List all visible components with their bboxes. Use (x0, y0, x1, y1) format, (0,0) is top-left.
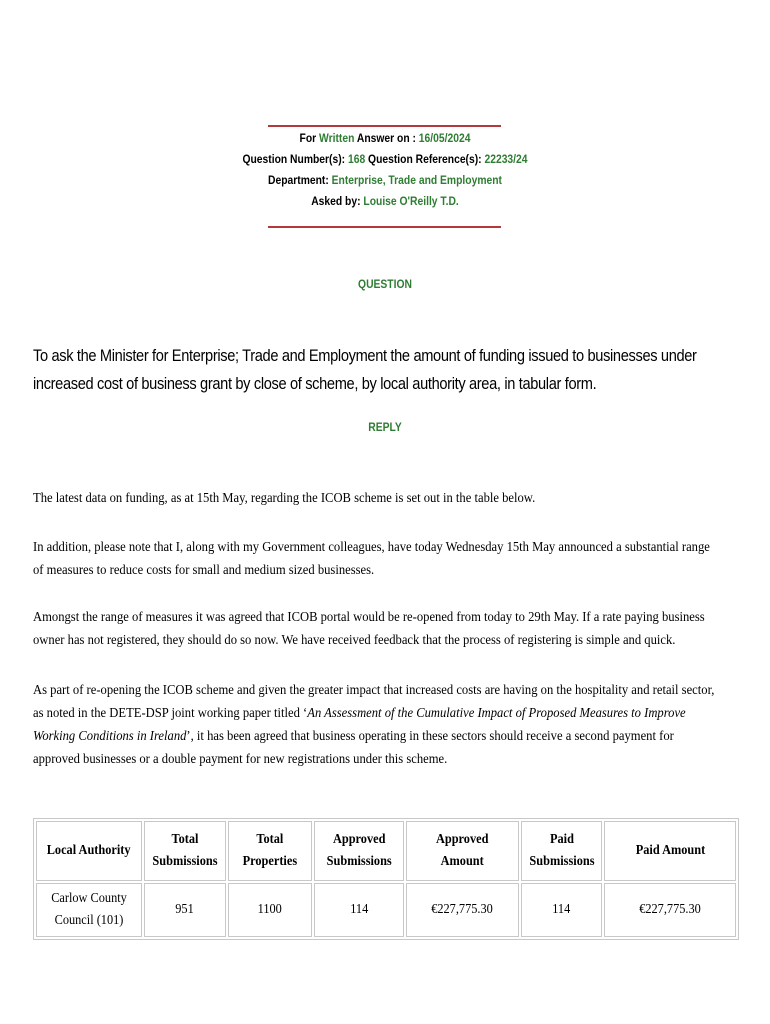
answer-date: 16/05/2024 (418, 131, 471, 145)
table-cell: 114 (521, 883, 603, 937)
header-bottom-rule (268, 226, 501, 228)
answer-date-line: For Written Answer on : 16/05/2024 (299, 131, 471, 145)
asked-by-line: Asked by: Louise O'Reilly T.D. (311, 194, 459, 208)
funding-table (33, 818, 739, 940)
table-cell: 951 (144, 883, 226, 937)
table-cell: Carlow County Council (101) (36, 883, 142, 937)
reply-paragraph: In addition, please note that I, along with my Government colleagues, have today Wednesday 15th May announced a substantial range of measures to reduce costs for small and medium sized businesses. (33, 540, 710, 578)
table-cell: 114 (314, 883, 404, 937)
question-reference: 22233/24 (484, 152, 528, 166)
reply-paragraph: Amongst the range of measures it was agreed that ICOB portal would be re-opened from today to 29th May. If a rate paying business owner has not registered, they should do so now. We have received feedback that the process of registering is simple and quick. (33, 610, 705, 648)
table-row (36, 883, 736, 937)
column-header: Paid Submissions (521, 821, 603, 881)
column-header: Approved Submissions (314, 821, 404, 881)
column-header: Total Submissions (144, 821, 226, 881)
reply-label: REPLY (368, 420, 402, 434)
table-cell: 1100 (228, 883, 312, 937)
written-word: Written (319, 131, 355, 145)
column-header: Local Authority (36, 821, 142, 881)
reply-paragraph: As part of re-opening the ICOB scheme and given the greater impact that increased costs are having on the hospitality and retail sector, as noted in the DETE-DSP joint working paper titled ‘An Assessment of the Cumulative Impact of Proposed Measures to Improve Working Conditions in Ireland’, it has been agreed that business operating in these sectors should receive a second payment for approved businesses or a double payment for new registrations under this scheme. (33, 683, 715, 767)
question-number-line: Question Number(s): 168 Question Reference(s): 22233/24 (242, 152, 528, 166)
question-text: To ask the Minister for Enterprise; Trade and Employment the amount of funding issued to businesses under increased cost of business grant by close of scheme, by local authority area, in tabular form. (33, 346, 697, 393)
asked-by-name: Louise O'Reilly T.D. (363, 194, 459, 208)
table-header-row (36, 821, 736, 881)
department-line: Department: Enterprise, Trade and Employment (267, 173, 502, 187)
column-header: Paid Amount (604, 821, 736, 881)
column-header: Total Properties (228, 821, 312, 881)
question-label: QUESTION (358, 277, 412, 291)
table-cell: €227,775.30 (406, 883, 518, 937)
working-paper-title: An Assessment of the Cumulative Impact of Proposed Measures to Improve Working Conditions in Ireland (33, 706, 686, 744)
question-number: 168 (347, 152, 366, 166)
reply-paragraph: The latest data on funding, as at 15th May, regarding the ICOB scheme is set out in the table below. (33, 491, 536, 506)
department-name: Enterprise, Trade and Employment (331, 173, 502, 187)
question-header (54, 122, 716, 212)
column-header: Approved Amount (406, 821, 518, 881)
table-cell: €227,775.30 (604, 883, 736, 937)
